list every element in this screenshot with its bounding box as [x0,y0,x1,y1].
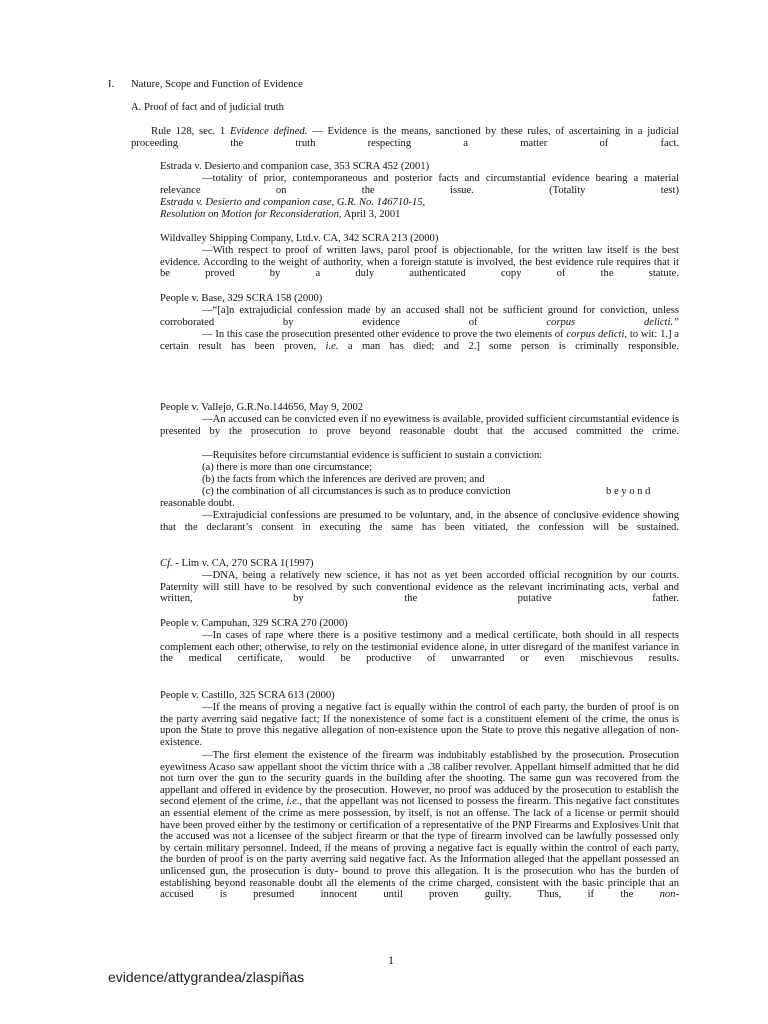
page-number: 1 [388,953,394,967]
wildvalley-text: —With respect to proof of written laws, parol proof is objectionable, for the written law itself is the best evidence. According to the weight of authority, when a foreign statute is involved, the best evidence rule requires that it be proved by a duly authenticated copy of the statute. [160,245,679,280]
vallejo-text-1: —An accused can be convicted even if no eyewitness is available, provided sufficient circumstantial evidence is presented by the prosecution to prove beyond reasonable doubt that the accused committed the crime. [160,414,679,437]
estrada-text: —totality of prior, contemporaneous and posterior facts and circumstantial evidence bearing a material relevance on the issue. (Totality test) [160,173,679,196]
base-citation: People v. Base, 329 SCRA 158 (2000) [160,293,323,304]
subsection-title: A. Proof of fact and of judicial truth [131,102,284,113]
rule-title: Evidence defined. [229,126,308,137]
base-text-2: — In this case the prosecution presented other evidence to prove the two elements of corpus delicti, to wit: 1.] a certain result has been proven, i.e. a man has died; and 2.] some person is criminally responsible. [160,329,680,352]
vallejo-item-c-cont: reasonable doubt. [160,498,235,509]
castillo-text-1: —If the means of proving a negative fact is equally within the control of each party, the burden of proof is on the party averring said negative fact; If the nonexistence of some fact is a constituent element of the crime, the onus is upon the State to prove this negative allegation of non-existence upon the State to prove this negative allegation of non-existence. [160,702,679,748]
wildvalley-citation: Wildvalley Shipping Company, Ltd.v. CA, 342 SCRA 213 (2000) [160,233,439,244]
vallejo-item-a: (a) there is more than one circumstance; [202,462,373,473]
footer-path: evidence/attygrandea/zlaspiñas [108,969,305,985]
vallejo-item-c-spaced: b e y o n d [606,486,651,497]
vallejo-text-3: —Extrajudicial confessions are presumed to be voluntary, and, in the absence of conclusive evidence showing that the declarant’s consent in executing the same has been vitiated, the confession will be sustained. [160,510,679,533]
estrada-citation-2: Estrada v. Desierto and companion case, G.R. No. 146710-15, [160,197,426,208]
rule-text: — Evidence is the means, sanctioned by these rules, of ascertaining in a judicial proceeding the truth respecting a matter of fact. [131,126,680,149]
estrada-citation: Estrada v. Desierto and companion case, 353 SCRA 452 (2001) [160,161,430,172]
rule-lead: Rule 128, sec. 1 [151,126,226,137]
section-title: Nature, Scope and Function of Evidence [131,79,303,90]
lim-text: —DNA, being a relatively new science, it has not as yet been accorded official recognition by our courts. Paternity will still have to be resolved by such conventional evidence as the relevant incriminating acts, verbal and written, by the putative father. [160,570,679,605]
estrada-resolution: Resolution on Motion for Reconsideration, April 3, 2001 [160,209,401,220]
vallejo-citation: People v. Vallejo, G.R.No.144656, May 9, 2002 [160,402,364,413]
vallejo-item-c: (c) the combination of all circumstances is such as to produce conviction [202,486,511,497]
rule-paragraph [131,126,679,161]
lim-citation: Cf. - Lim v. CA, 270 SCRA 1(1997) [160,558,314,569]
castillo-text-2: —The first element the existence of the firearm was indubitably established by the prosecution. Prosecution eyewitness Acaso saw appellant shoot the victim thrice with a .38 caliber revolver. Appellant himself admitted that he did not turn over the gun to the security guards in the building after the shooting. The same gun was recovered from the appellant and offered in evidence by the prosecution. However, no proof was adduced by the prosecution to establish the second element of the crime, i.e., that the appellant was not licensed to possess the firearm. This negative fact constitutes an essential element of the crime as mere possession, by itself, is not an offense. The lack of a license or permit should have been proved either by the testimony or certification of a representative of the PNP Firearms and Explosives Unit that the accused was not a licensee of the subject firearm or that the type of firearm involved can be lawfully possessed only by certain military personnel. Indeed, if the means of proving a negative fact is equally within the control of each party, the burden of proof is on the party averring said negative fact. As the Information alleged that the appellant possessed an unlicensed gun, the prosecution is duty- bound to prove this allegation. It is the prosecution who has the burden of establishing beyond reasonable doubt all the elements of the crime charged, consistent with the basic principle that an accused is presumed innocent until proven guilty. Thus, if the non- [160,750,679,901]
castillo-citation: People v. Castillo, 325 SCRA 613 (2000) [160,690,335,701]
vallejo-item-b: (b) the facts from which the inferences are derived are proven; and [202,474,485,485]
vallejo-requisites: —Requisites before circumstantial evidence is sufficient to sustain a conviction: [202,450,543,461]
campuhan-text: —In cases of rape where there is a positive testimony and a medical certificate, both should in all respects complement each other; otherwise, to rely on the testimonial evidence alone, in utter disregard of the manifest variance in the medical certificate, would be productive of unwarranted or even mischievous results. [160,630,679,665]
campuhan-citation: People v. Campuhan, 329 SCRA 270 (2000) [160,618,348,629]
base-text-1: —“[a]n extrajudicial confession made by an accused shall not be sufficient ground for conviction, unless corroborated by evidence of corpus delicti.” [160,305,679,328]
section-number: I. [108,79,115,90]
